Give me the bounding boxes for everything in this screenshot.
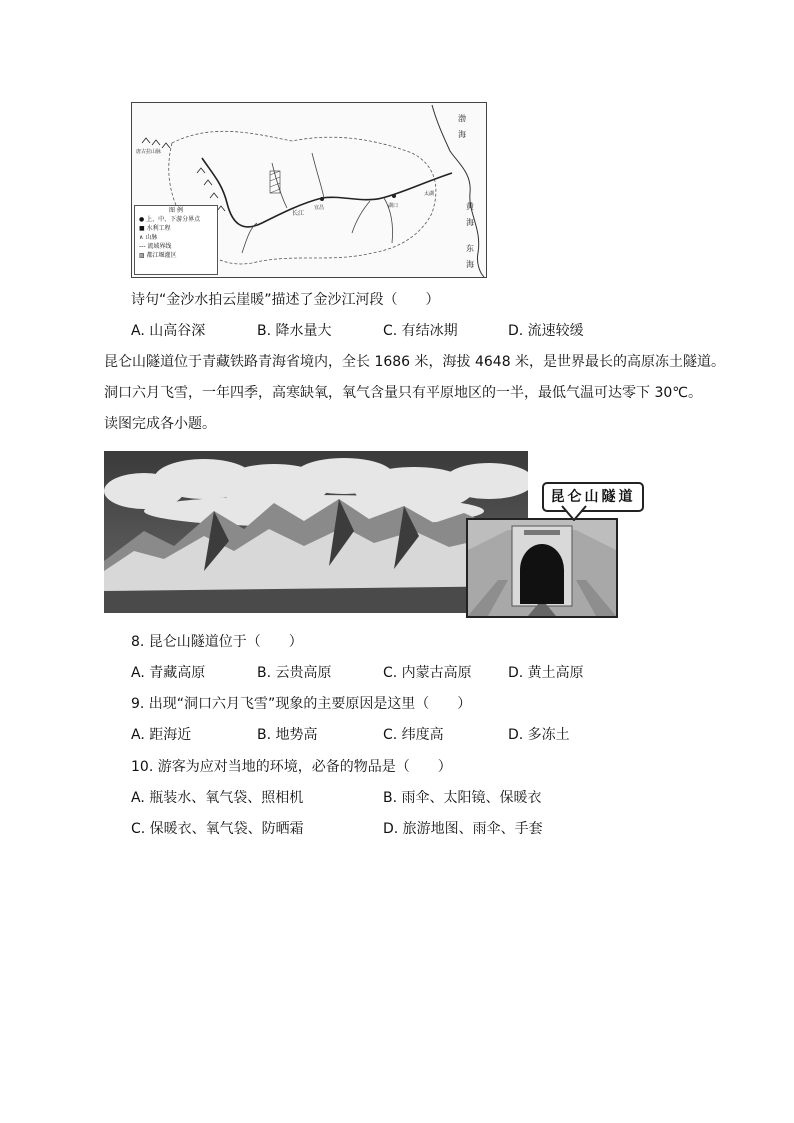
- map-label: 渤: [458, 114, 466, 123]
- q10-option-a: A. 瓶装水、氧气袋、照相机: [131, 790, 304, 806]
- q9-stem: 9. 出现“洞口六月飞雪”现象的主要原因是这里（ ）: [131, 696, 472, 712]
- map-label: 湖口: [388, 203, 399, 209]
- map-label: 宜昌: [314, 205, 325, 211]
- legend-item: ● 上、中、下游分界点: [139, 216, 201, 223]
- legend-item: ▨ 都江堰灌区: [139, 252, 177, 259]
- callout-pointer: [560, 505, 590, 521]
- map-label: 长江: [292, 210, 305, 217]
- q8-option-b: B. 云贵高原: [257, 665, 332, 681]
- legend-item: --- 流域界线: [139, 243, 172, 250]
- passage-line: 读图完成各小题。: [104, 416, 216, 432]
- q10-stem: 10. 游客为应对当地的环境，必备的物品是（ ）: [131, 759, 452, 775]
- q9-option-a: A. 距海近: [131, 727, 192, 743]
- q7-option-b: B. 降水量大: [257, 323, 332, 339]
- mountain-drawing: [104, 451, 528, 613]
- q8-stem: 8. 昆仑山隧道位于（ ）: [131, 634, 303, 650]
- q7-option-a: A. 山高谷深: [131, 323, 206, 339]
- tunnel-entrance-photo: [466, 518, 618, 618]
- passage-line: 洞口六月飞雪，一年四季，高寒缺氧，氧气含量只有平原地区的一半，最低气温可达零下 30℃。: [104, 385, 702, 401]
- legend-item: ∧ 山脉: [139, 234, 158, 241]
- map-label: 太湖: [424, 191, 435, 197]
- map-label: 东: [466, 244, 474, 253]
- map-legend: [134, 205, 218, 275]
- q8-option-a: A. 青藏高原: [131, 665, 206, 681]
- yangtze-river-map: [131, 102, 487, 278]
- q10-option-d: D. 旅游地图、雨伞、手套: [383, 821, 543, 837]
- hukou-point: [392, 194, 396, 198]
- tunnel-callout-label: 昆仑山隧道: [542, 482, 644, 512]
- legend-item: ■ 水利工程: [139, 225, 171, 232]
- passage-line: 昆仑山隧道位于青藏铁路青海省境内，全长 1686 米，海拔 4648 米，是世界最长的高原冻土隧道。: [104, 354, 726, 370]
- map-label: 唐古拉山脉: [136, 149, 162, 155]
- q10-option-c: C. 保暖衣、氧气袋、防晒霜: [131, 821, 304, 837]
- q9-option-b: B. 地势高: [257, 727, 318, 743]
- map-label: 海: [466, 218, 474, 227]
- yichang-point: [320, 197, 324, 201]
- q7-option-c: C. 有结冰期: [383, 323, 458, 339]
- map-label: 海: [458, 130, 466, 139]
- legend-title: 图 例: [169, 207, 183, 214]
- tunnel-drawing: [468, 520, 616, 616]
- q7-stem: 诗句“金沙水拍云崖暖”描述了金沙江河段（ ）: [131, 292, 440, 308]
- map-label: 海: [466, 260, 474, 269]
- q8-option-d: D. 黄土高原: [508, 665, 584, 681]
- q8-option-c: C. 内蒙古高原: [383, 665, 472, 681]
- q7-option-d: D. 流速较缓: [508, 323, 584, 339]
- q9-option-d: D. 多冻土: [508, 727, 570, 743]
- map-label: 黄: [466, 202, 474, 211]
- kunlun-mountain-photo: [104, 451, 528, 613]
- q9-option-c: C. 纬度高: [383, 727, 444, 743]
- q10-option-b: B. 雨伞、太阳镜、保暖衣: [383, 790, 542, 806]
